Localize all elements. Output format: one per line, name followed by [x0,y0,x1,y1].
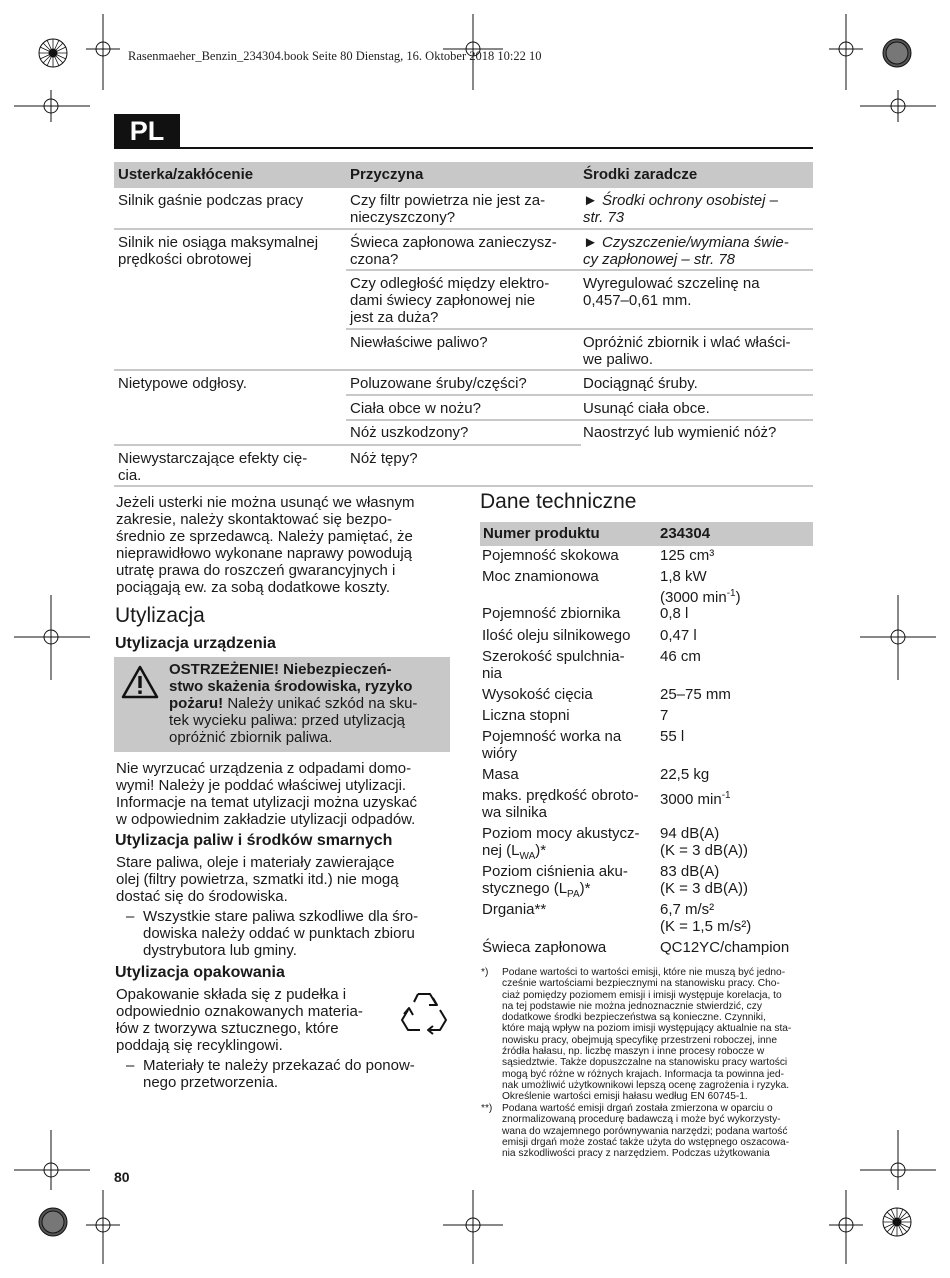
table-cell: Nietypowe odgłosy. [118,375,247,392]
footnote-2: Podana wartość emisji drgań została zmierzona w oparciu o znormalizowaną procedurę badawczą i może być wykorzysty- wana do wzajemnego porównywania narzędzi; podana wartość emisji drgań może zostać także użyta do wstępnego oszacowa- nia szkodliwości pracy z narzędziem. Podczas użytkowania [502,1103,790,1160]
tech-value: 6,7 m/s² (K = 1,5 m/s²) [660,901,752,935]
subsection-heading: Utylizacja urządzenia [115,635,276,652]
column-header-cause: Przyczyna [350,166,424,183]
row-divider [114,228,813,230]
tech-label: Poziom mocy akustycz- nej $(L_{WA})*$ [482,825,640,862]
tech-value: QC12YC/champion [660,939,790,956]
tech-value: 3000 $\min^{-1}$ [660,790,731,808]
tech-value: 22,5 kg [660,766,710,783]
packaging-bullet: Materiały te należy przekazać do ponow- nego przetworzenia. [143,1057,415,1091]
tech-label: Ilość oleju silnikowego [482,627,631,644]
arrow-icon: ► [583,192,598,209]
table-cell: Silnik nie osiąga maksymalnej prędkości obrotowej [118,234,319,268]
tech-label: Świeca zapłonowa [482,939,607,956]
tech-value: 0,47 l [660,627,697,644]
table-cell: Świeca zapłonowa zanieczysz- czona? [350,234,557,268]
table-cell: ► Czyszczenie/wymiana świe- cy zapłonowej – str. 78 [583,234,789,268]
row-divider [114,369,813,371]
contact-paragraph: Jeżeli usterki nie można usunąć we własnym zakresie, należy skontaktować się bezpo- średnio ze sprzedawcą. Należy pamiętać, że nieprawidłowo wykonane naprawy powodują utratę prawa do roszczeń gwarancyjnych i pociągają ew. za sobą dodatkowe koszty. [116,494,415,596]
packaging-paragraph: Opakowanie składa się z pudełka i odpowiednio oznakowanych materia- łów z tworzywa sztucznego, które poddają się recyklingowi. [116,986,363,1054]
table-cell: Niewystarczające efekty cię- cia. [118,450,308,484]
footnote-marker: *) [481,967,489,978]
table-cell: Ciała obce w nożu? [350,400,481,417]
table-cell: Wyregulować szczelinę na 0,457–0,61 mm. [583,275,760,309]
tech-value: 125 cm³ [660,547,715,564]
tech-data-header [480,522,813,546]
tech-label: Drgania** [482,901,547,918]
row-divider [346,328,813,330]
page-number: 80 [114,1169,130,1185]
tech-value: 55 l [660,728,685,745]
table-cell: Nóż tępy? [350,450,418,467]
tech-label: Pojemność zbiornika [482,605,621,622]
device-disposal-paragraph: Nie wyrzucać urządzenia z odpadami domo- wymi! Należy je poddać właściwej utylizacji. Informacje na temat utylizacji można uzyskać w odpowiednim zakładzie utylizacji odpadów. [116,760,417,828]
table-cell: Niewłaściwe paliwo? [350,334,488,351]
table-cell: Naostrzyć lub wymienić nóż? [583,424,777,441]
subsection-heading: Utylizacja opakowania [115,964,285,981]
recycle-icon [398,988,450,1036]
table-cell: Czy filtr powietrza nie jest za- nieczyszczony? [350,192,546,226]
tech-label: Pojemność worka na wióry [482,728,622,762]
tech-label: Liczna stopni [482,707,570,724]
table-cell: Nóż uszkodzony? [350,424,469,441]
tech-value: 46 cm [660,648,701,665]
footnote-marker: **) [481,1103,493,1114]
table-cell: ► Środki ochrony osobistej – str. 73 [583,192,778,226]
tech-label: maks. prędkość obroto- wa silnika [482,787,639,821]
warning-triangle-icon [121,665,159,699]
row-divider [346,419,813,421]
language-badge: PL [114,114,180,149]
row-divider [346,394,813,396]
fuel-bullet: Wszystkie stare paliwa szkodliwe dla śro- dowiska należy oddać w punktach zbioru dystrybutora lub gminy. [143,908,419,959]
table-cell: Czy odległość między elektro- dami świecy zapłonowej nie jest za duża? [350,275,550,326]
tech-value: 0,8 l [660,605,689,622]
header-rule [180,147,813,149]
tech-label: Moc znamionowa [482,568,599,585]
tech-value: 83 dB(A) (K = 3 dB(A)) [660,863,748,897]
table-cell: Usunąć ciała obce. [583,400,710,417]
row-divider [114,485,813,487]
tech-label: Wysokość cięcia [482,686,593,703]
tech-header-label: Numer produktu [483,525,600,542]
tech-value: 1,8 kW (3000 $\min^{-1}$) [660,568,741,606]
tech-label: Poziom ciśnienia aku- stycznego $(L_{PA})*$ [482,863,628,900]
file-header: Rasenmaeher_Benzin_234304.book Seite 80 Dienstag, 16. Oktober 2018 10:22 10 [128,49,542,63]
tech-value: 7 [660,707,669,724]
tech-label: Masa [482,766,519,783]
warning-box [114,657,450,752]
tech-label: Pojemność skokowa [482,547,619,564]
row-divider [114,444,581,446]
table-cell: Silnik gaśnie podczas pracy [118,192,304,209]
table-cell: Opróżnić zbiornik i wlać właści- we paliwo. [583,334,791,368]
bullet-dash: – [126,1057,135,1074]
warning-text: OSTRZEŻENIE! Niebezpieczeń- stwo skażenia środowiska, ryzyko pożaru! Należy unikać szkód na sku- tek wycieku paliwa: przed utylizacją opróżnić zbiornik paliwa. [169,661,418,746]
tech-header-value: 234304 [660,525,711,542]
footnote-1: Podane wartości to wartości emisji, które nie muszą być jedno- cześnie wartościami bezpiecznymi na stanowisku pracy. Cho- ciaż pomiędzy poziomem emisji i imisji występuje korelacja, to na tej podstawie nie można jednoznacznie stwierdzić, czy dodatkowe środki bezpieczeństwa są konieczne. Czynniki, które mają wpływ na poziom imisji występujący aktualnie na sta- nowisku pracy, obejmują specyfikę przestrzeni roboczej, inne źródła hałasu, np. liczbę maszyn i inne procesy robocze w sąsiedztwie. Także dopuszczalne na stanowisku pracy wartości mogą być różne w różnych krajach. Informacja ta powinna jed- nak umożliwić użytkownikowi lepszą ocenę zagrożenia i ryzyka. Określenie wartości emisji hałasu według EN 60745-1. [502,967,792,1103]
tech-data-title: Dane techniczne [480,490,637,513]
fuel-paragraph: Stare paliwa, oleje i materiały zawierające olej (filtry powietrza, szmatki itd.) nie mogą dostać się do środowiska. [116,854,399,905]
table-cell: Dociągnąć śruby. [583,375,698,392]
bullet-dash: – [126,908,135,925]
tech-value: 94 dB(A) (K = 3 dB(A)) [660,825,748,859]
subsection-heading: Utylizacja paliw i środków smarnych [115,832,393,849]
table-header [114,162,813,188]
section-heading: Utylizacja [115,604,205,627]
column-header-fault: Usterka/zakłócenie [118,166,254,183]
tech-label: Szerokość spulchnia- nia [482,648,625,682]
arrow-icon: ► [583,234,598,251]
column-header-remedy: Środki zaradcze [583,166,698,183]
table-cell: Poluzowane śruby/części? [350,375,527,392]
tech-value: 25–75 mm [660,686,731,703]
row-divider [346,269,813,271]
